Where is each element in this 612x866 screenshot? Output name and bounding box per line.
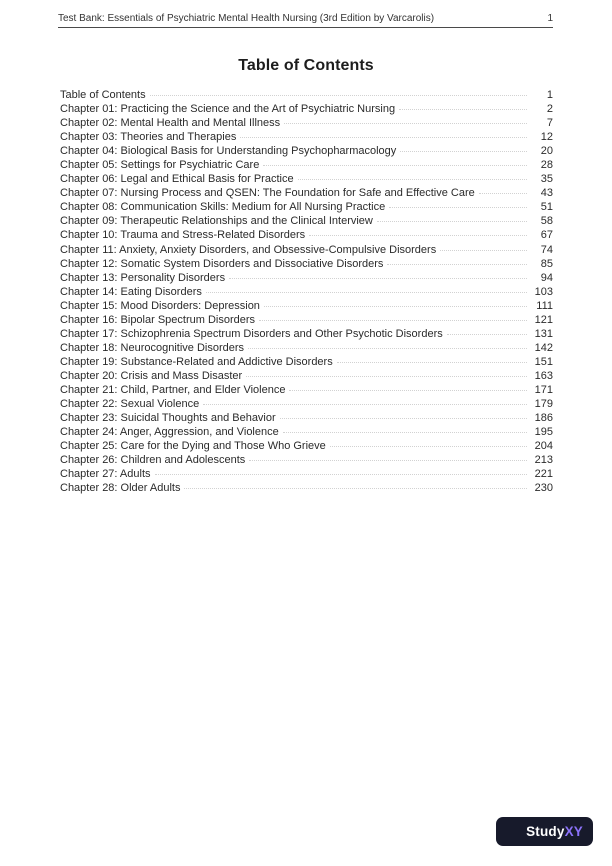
toc-entry-page: 28	[540, 159, 553, 172]
toc-row[interactable]	[60, 397, 553, 411]
toc-row[interactable]	[60, 481, 553, 495]
toc-entry-page: 230	[534, 482, 553, 495]
toc-entry-page: 204	[534, 440, 553, 453]
toc-row[interactable]	[60, 355, 553, 369]
toc-entry-title: Chapter 18: Neurocognitive Disorders	[60, 341, 245, 354]
toc-row[interactable]	[60, 341, 553, 355]
toc-row[interactable]	[60, 285, 553, 299]
toc-entry-title: Chapter 23: Suicidal Thoughts and Behavior	[60, 412, 276, 425]
toc-entry-page: 43	[540, 187, 553, 200]
page-title: Table of Contents	[238, 57, 374, 74]
toc-entry-page: 58	[540, 215, 553, 228]
toc-row[interactable]	[60, 172, 553, 186]
logo-wordmark	[526, 825, 583, 839]
toc-entry-title: Chapter 02: Mental Health and Mental Illness	[60, 117, 281, 130]
toc-row[interactable]	[60, 130, 553, 144]
toc-entry-page: 20	[540, 145, 553, 158]
toc-entry-title: Chapter 28: Older Adults	[60, 482, 181, 495]
toc-row[interactable]	[60, 243, 553, 257]
toc-row[interactable]	[60, 383, 553, 397]
toc-entry-title: Chapter 05: Settings for Psychiatric Care	[60, 159, 260, 172]
toc-row[interactable]	[60, 453, 553, 467]
toc-row[interactable]	[60, 271, 553, 285]
toc-row[interactable]	[60, 186, 553, 200]
toc-entry-title: Chapter 13: Personality Disorders	[60, 271, 226, 284]
toc-entry-title: Chapter 21: Child, Partner, and Elder Violence	[60, 383, 286, 396]
page-header	[58, 13, 553, 28]
plus-icon	[505, 824, 520, 839]
toc-row[interactable]	[60, 369, 553, 383]
logo-text-study: Study	[526, 823, 565, 839]
toc-entry-title: Chapter 19: Substance-Related and Addictive Disorders	[60, 355, 333, 368]
toc-entry-title: Chapter 04: Biological Basis for Understanding Psychopharmacology	[60, 145, 397, 158]
toc-entry-title: Chapter 12: Somatic System Disorders and Dissociative Disorders	[60, 257, 384, 270]
toc-entry-page: 186	[534, 412, 553, 425]
toc-entry-title: Chapter 06: Legal and Ethical Basis for Practice	[60, 173, 294, 186]
toc-entry-title: Chapter 07: Nursing Process and QSEN: The Foundation for Safe and Effective Care	[60, 187, 475, 200]
toc-row[interactable]	[60, 88, 553, 102]
toc-entry-page: 213	[534, 454, 553, 467]
toc-entry-title: Chapter 14: Eating Disorders	[60, 285, 202, 298]
toc-entry-page: 35	[540, 173, 553, 186]
toc-entry-title: Chapter 09: Therapeutic Relationships and the Clinical Interview	[60, 215, 373, 228]
toc-entry-page: 74	[540, 243, 553, 256]
toc-list	[60, 88, 553, 495]
toc-entry-page: 151	[534, 355, 553, 368]
toc-entry-title: Chapter 08: Communication Skills: Medium for All Nursing Practice	[60, 201, 386, 214]
toc-entry-title: Chapter 17: Schizophrenia Spectrum Disorders and Other Psychotic Disorders	[60, 327, 443, 340]
toc-row[interactable]	[60, 467, 553, 481]
toc-entry-page: 179	[534, 398, 553, 411]
toc-entry-page: 94	[540, 271, 553, 284]
toc-entry-title: Chapter 27: Adults	[60, 468, 151, 481]
toc-row[interactable]	[60, 425, 553, 439]
toc-row[interactable]	[60, 257, 553, 271]
toc-row[interactable]	[60, 228, 553, 242]
toc-entry-page: 195	[534, 426, 553, 439]
toc-entry-page: 51	[540, 201, 553, 214]
toc-entry-title: Chapter 26: Children and Adolescents	[60, 454, 246, 467]
toc-entry-page: 121	[534, 313, 553, 326]
toc-entry-title: Chapter 16: Bipolar Spectrum Disorders	[60, 313, 256, 326]
toc-entry-title: Chapter 15: Mood Disorders: Depression	[60, 299, 260, 312]
toc-row[interactable]	[60, 439, 553, 453]
toc-entry-title: Chapter 24: Anger, Aggression, and Violence	[60, 426, 279, 439]
toc-entry-page: 2	[546, 103, 553, 116]
toc-entry-title: Chapter 10: Trauma and Stress-Related Disorders	[60, 229, 306, 242]
toc-entry-page: 221	[534, 468, 553, 481]
toc-entry-page: 1	[546, 89, 553, 101]
logo-text-xy: XY	[564, 823, 583, 839]
toc-entry-title: Chapter 22: Sexual Violence	[60, 398, 200, 411]
toc-row[interactable]	[60, 214, 553, 228]
toc-entry-title: Chapter 03: Theories and Therapies	[60, 131, 237, 144]
toc-row[interactable]	[60, 158, 553, 172]
toc-entry-page: 12	[540, 131, 553, 144]
toc-row[interactable]	[60, 411, 553, 425]
header-page-number: 1	[547, 13, 553, 24]
toc-entry-page: 67	[540, 229, 553, 242]
toc-entry-page: 103	[534, 285, 553, 298]
toc-entry-page: 131	[534, 327, 553, 340]
toc-entry-title: Chapter 01: Practicing the Science and the Art of Psychiatric Nursing	[60, 103, 396, 116]
studyxy-logo[interactable]	[496, 817, 593, 846]
toc-row[interactable]	[60, 116, 553, 130]
toc-row[interactable]	[60, 313, 553, 327]
toc-entry-title: Chapter 11: Anxiety, Anxiety Disorders, and Obsessive-Compulsive Disorders	[60, 243, 437, 256]
toc-row[interactable]	[60, 102, 553, 116]
toc-row[interactable]	[60, 144, 553, 158]
toc-entry-title: Table of Contents	[60, 89, 146, 101]
toc-row[interactable]	[60, 327, 553, 341]
toc-row[interactable]	[60, 299, 553, 313]
toc-entry-page: 7	[546, 117, 553, 130]
toc-entry-title: Chapter 20: Crisis and Mass Disaster	[60, 369, 243, 382]
toc-entry-page: 163	[534, 369, 553, 382]
toc-entry-page: 111	[536, 299, 553, 312]
toc-entry-page: 142	[534, 341, 553, 354]
toc-entry-title: Chapter 25: Care for the Dying and Those Who Grieve	[60, 440, 326, 453]
toc-entry-page: 85	[540, 257, 553, 270]
toc-entry-page: 171	[534, 383, 553, 396]
header-title: Test Bank: Essentials of Psychiatric Mental Health Nursing (3rd Edition by Varcarolis)	[58, 13, 435, 24]
toc-row[interactable]	[60, 200, 553, 214]
